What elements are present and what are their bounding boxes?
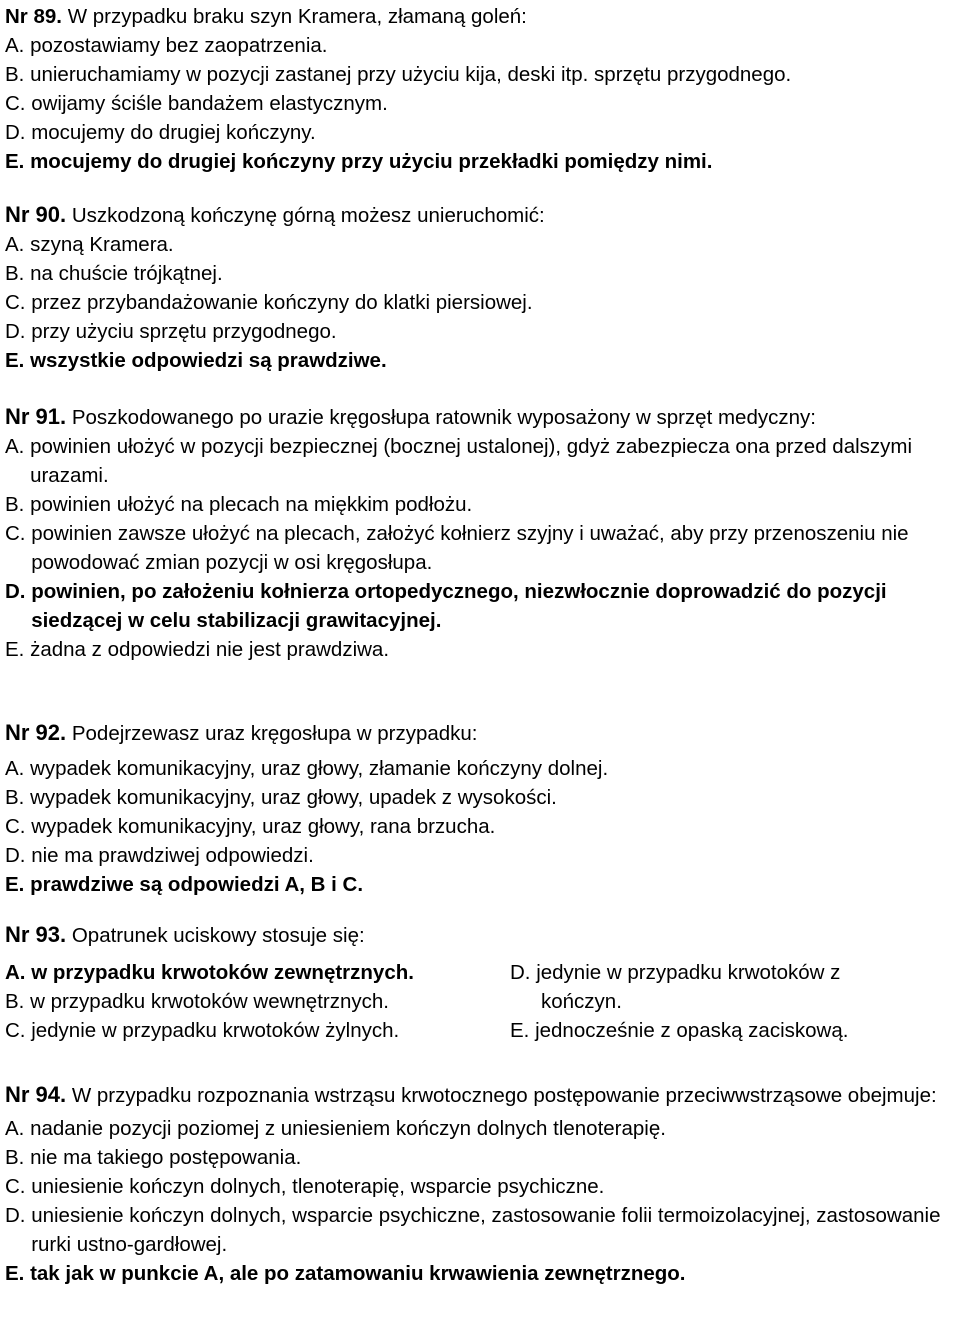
question-93 xyxy=(5,920,955,1045)
answer-letter: A. xyxy=(5,757,31,780)
answer-d xyxy=(5,317,955,346)
answer-letter: C. xyxy=(5,522,32,545)
answers-right-column xyxy=(510,958,848,1045)
answer-a xyxy=(5,230,955,259)
answer-letter: D. xyxy=(5,121,32,144)
answer-letter: B. xyxy=(5,786,31,809)
answer-text: jedynie w przypadku krwotoków żylnych. xyxy=(31,1019,400,1042)
question-text: Uszkodzoną kończynę górną możesz unieruchomić: xyxy=(71,204,545,227)
answer-c xyxy=(5,89,955,118)
answer-text: w przypadku krwotoków wewnętrznych. xyxy=(30,990,389,1013)
answer-letter: E. xyxy=(5,1262,31,1285)
question-text: W przypadku braku szyn Kramera, złamaną goleń: xyxy=(67,5,527,28)
question-text: Poszkodowanego po urazie kręgosłupa ratownik wyposażony w sprzęt medyczny: xyxy=(71,406,816,429)
answer-text: wypadek komunikacyjny, uraz głowy, złamanie kończyny dolnej. xyxy=(30,757,609,780)
answer-letter: C. xyxy=(5,291,32,314)
answer-letter: A. xyxy=(5,435,31,458)
question-header xyxy=(5,402,955,432)
answer-b xyxy=(5,490,955,519)
answer-letter: C. xyxy=(5,1019,32,1042)
answer-text: wypadek komunikacyjny, uraz głowy, upadek z wysokości. xyxy=(30,786,557,809)
answer-d xyxy=(510,958,848,987)
answer-b xyxy=(5,259,955,288)
answer-e-correct xyxy=(5,346,955,375)
answer-b xyxy=(5,1143,955,1172)
answer-text: tak jak w punkcie A, ale po zatamowaniu krwawienia zewnętrznego. xyxy=(30,1262,686,1285)
answer-a xyxy=(5,31,955,60)
answer-text: powinien, po założeniu kołnierza ortopedycznego, niezwłocznie doprowadzić do pozycji siedzącej w celu stabilizacji grawitacyjnej. xyxy=(31,580,887,632)
answer-letter: B. xyxy=(5,493,31,516)
answer-text: nadanie pozycji poziomej z uniesieniem kończyn dolnych tlenoterapię. xyxy=(30,1117,666,1140)
answer-text: nie ma prawdziwej odpowiedzi. xyxy=(31,844,314,867)
answer-text: jedynie w przypadku krwotoków z xyxy=(536,961,841,984)
answer-letter: A. xyxy=(5,34,31,57)
answer-e-correct xyxy=(5,1259,955,1288)
question-header xyxy=(5,718,955,748)
question-number: Nr 91. xyxy=(5,404,67,429)
answer-b xyxy=(5,987,414,1016)
answer-d xyxy=(5,118,955,147)
answer-a-correct xyxy=(5,958,414,987)
answer-d xyxy=(5,841,955,870)
answers-left-column xyxy=(5,958,414,1045)
answer-letter: B. xyxy=(5,63,31,86)
answer-letter: A. xyxy=(5,233,31,256)
answer-text: unieruchamiamy w pozycji zastanej przy użyciu kija, deski itp. sprzętu przygodnego. xyxy=(30,63,792,86)
answer-e-correct xyxy=(5,147,955,176)
answer-d-correct xyxy=(5,577,955,635)
answer-letter: C. xyxy=(5,1175,32,1198)
question-text: Opatrunek uciskowy stosuje się: xyxy=(71,924,365,947)
answer-letter: D. xyxy=(5,580,32,603)
answer-text: przy użyciu sprzętu przygodnego. xyxy=(31,320,337,343)
question-90 xyxy=(5,200,955,375)
answer-letter: E. xyxy=(5,638,31,661)
answer-b xyxy=(5,60,955,89)
answer-text: przez przybandażowanie kończyny do klatki piersiowej. xyxy=(31,291,533,314)
answer-c xyxy=(5,519,955,577)
answer-text: powinien zawsze ułożyć na plecach, założyć kołnierz szyjny i uważać, aby przy przenoszeniu nie powodować zmian pozycji w osi kręgosłupa. xyxy=(31,522,909,574)
answer-text: żadna z odpowiedzi nie jest prawdziwa. xyxy=(30,638,390,661)
question-header xyxy=(5,920,955,950)
answer-a xyxy=(5,754,955,783)
answer-text: uniesienie kończyn dolnych, tlenoterapię, wsparcie psychiczne. xyxy=(31,1175,605,1198)
question-header xyxy=(5,1080,955,1110)
answer-letter: B. xyxy=(5,990,31,1013)
answer-b xyxy=(5,783,955,812)
answer-e xyxy=(510,1016,848,1045)
answer-text: na chuście trójkątnej. xyxy=(30,262,223,285)
answer-e xyxy=(5,635,955,664)
answer-letter: D. xyxy=(5,844,32,867)
question-92 xyxy=(5,718,955,899)
answer-letter: B. xyxy=(5,262,31,285)
answer-letter: D. xyxy=(510,961,537,984)
answer-c xyxy=(5,288,955,317)
answer-a xyxy=(5,432,955,490)
answer-letter: E. xyxy=(5,349,31,372)
answer-text: wszystkie odpowiedzi są prawdziwe. xyxy=(30,349,387,372)
question-text: W przypadku rozpoznania wstrząsu krwotocznego postępowanie przeciwwstrząsowe obejmuje: xyxy=(71,1084,937,1107)
answer-letter: E. xyxy=(5,873,31,896)
question-text: Podejrzewasz uraz kręgosłupa w przypadku: xyxy=(71,722,478,745)
answer-text: pozostawiamy bez zaopatrzenia. xyxy=(30,34,328,57)
answer-letter: A. xyxy=(5,961,32,984)
answer-text: powinien ułożyć w pozycji bezpiecznej (bocznej ustalonej), gdyż zabezpiecza ona przed dalszymi urazami. xyxy=(30,435,913,487)
answer-letter: A. xyxy=(5,1117,31,1140)
answer-letter: B. xyxy=(5,1146,31,1169)
answer-text: mocujemy do drugiej kończyny. xyxy=(31,121,316,144)
answer-text: wypadek komunikacyjny, uraz głowy, rana brzucha. xyxy=(31,815,496,838)
answer-e-correct xyxy=(5,870,955,899)
question-91 xyxy=(5,402,955,664)
answer-text: w przypadku krwotoków zewnętrznych. xyxy=(31,961,414,984)
answer-a xyxy=(5,1114,955,1143)
question-94 xyxy=(5,1080,955,1288)
question-header xyxy=(5,2,955,31)
answer-c xyxy=(5,1016,414,1045)
answer-text: nie ma takiego postępowania. xyxy=(30,1146,302,1169)
answer-letter: D. xyxy=(5,1204,32,1227)
answer-d-continuation xyxy=(510,987,848,1016)
question-number: Nr 93. xyxy=(5,922,67,947)
answer-letter: C. xyxy=(5,815,32,838)
answer-c xyxy=(5,812,955,841)
answer-text: mocujemy do drugiej kończyny przy użyciu przekładki pomiędzy nimi. xyxy=(30,150,713,173)
answer-text: uniesienie kończyn dolnych, wsparcie psychiczne, zastosowanie folii termoizolacyjnej, zastosowanie rurki ustno-gardłowej. xyxy=(31,1204,941,1256)
question-header xyxy=(5,200,955,230)
question-number: Nr 89. xyxy=(5,5,62,28)
answer-text: szyną Kramera. xyxy=(30,233,174,256)
answer-letter: C. xyxy=(5,92,32,115)
question-number: Nr 94. xyxy=(5,1082,67,1107)
answer-text: powinien ułożyć na plecach na miękkim podłożu. xyxy=(30,493,473,516)
question-number: Nr 90. xyxy=(5,202,67,227)
answer-d xyxy=(5,1201,955,1259)
question-89 xyxy=(5,2,955,176)
question-number: Nr 92. xyxy=(5,720,67,745)
answers-two-columns xyxy=(5,958,955,1045)
answer-letter: E. xyxy=(5,150,31,173)
answer-c xyxy=(5,1172,955,1201)
answer-letter: E. xyxy=(510,1019,536,1042)
answer-text: prawdziwe są odpowiedzi A, B i C. xyxy=(30,873,364,896)
answer-text: owijamy ściśle bandażem elastycznym. xyxy=(31,92,388,115)
answer-letter: D. xyxy=(5,320,32,343)
answer-text: jednocześnie z opaską zaciskową. xyxy=(535,1019,849,1042)
answer-text: kończyn. xyxy=(541,990,622,1013)
